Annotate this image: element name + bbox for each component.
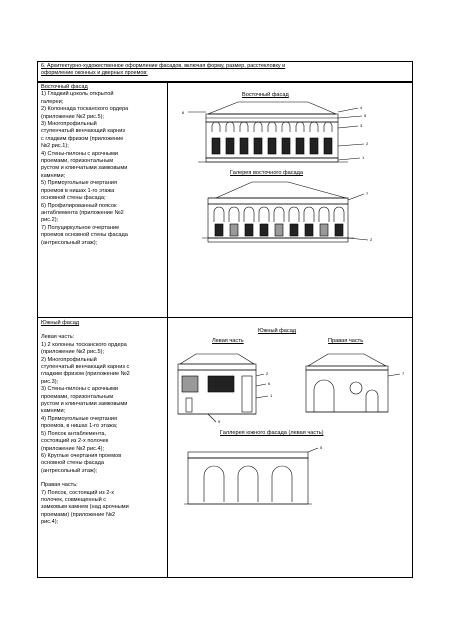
arched-window-upper (254, 122, 262, 132)
east-gallery-title: Галерея восточного фасада (230, 170, 304, 176)
south-left-item-line: 2) Многопрофильный (41, 356, 97, 363)
east-label-1: 1 (362, 155, 365, 160)
east-item-line: антаблемента (приложение №2 (41, 209, 124, 216)
east-item-line: 7) Полуциркульное очертание (41, 224, 120, 231)
south-left-item-line: рустом и клинчатыми замковыми (41, 401, 128, 408)
arched-window-upper (296, 122, 304, 132)
gallery-arch (289, 207, 299, 222)
south-left-item-line: проемами, горизонтальным (41, 393, 114, 400)
east-item-line: с гладким фризом (приложение (41, 135, 124, 142)
window-lower (212, 138, 220, 154)
east-item-line: галереи; (41, 98, 64, 105)
east-facade-row (37, 82, 413, 318)
east-label-3: 3 (360, 123, 363, 128)
east-items (41, 91, 164, 247)
arched-window-upper (226, 122, 234, 132)
east-label-5: 5 (364, 113, 367, 118)
section-heading (38, 62, 412, 82)
east-item-line: основной стены фасада; (41, 195, 106, 202)
south-left-drawing (168, 346, 278, 426)
window-lower (226, 138, 234, 154)
south-left-item-line: 1) 2 колонны тосканского ордера (41, 341, 127, 348)
arched-window-upper (212, 122, 220, 132)
east-item-line: рустом и клинчатыми замковыми (41, 165, 128, 172)
east-gallery-drawing (168, 178, 408, 268)
south-description (38, 318, 168, 577)
arched-window-upper (310, 122, 318, 132)
arched-window-upper (282, 122, 290, 132)
heading-line-2: оформление оконных и дверных проемов: (41, 70, 148, 76)
east-label-4: 4 (360, 105, 363, 110)
gallery-arch (259, 207, 269, 222)
south-gallery-label: 5 (320, 445, 323, 450)
south-label-1: 1 (270, 393, 273, 398)
east-item-line: 3) Многопрофильный (41, 121, 97, 128)
gallery-arch (229, 207, 239, 222)
south-left-item-line: рис.3); (41, 378, 59, 385)
south-left-item-line: (антресольный этаж); (41, 467, 98, 474)
east-item-line: рис.2); (41, 217, 59, 224)
south-left-item-line: 5) Поясок антаблемента, (41, 430, 107, 437)
east-description (38, 82, 168, 317)
table-header (37, 61, 413, 83)
south-gallery-arch (204, 466, 224, 502)
gallery-arch (274, 207, 284, 222)
gallery-window (290, 224, 298, 236)
east-item-line: 5) Прямоугольные очертания (41, 180, 118, 187)
gallery-window (230, 224, 238, 236)
south-left-item-line: камнями; (41, 408, 66, 415)
south-right-item-line: рис.4); (41, 519, 59, 526)
heading-line-1: 6. Архитектурно-художественное оформление фасадов, включая форму, размер, расстекловку и (41, 63, 286, 69)
south-right-label-7: 7 (402, 371, 405, 376)
south-gallery-title: Галлерея южного фасада (левая часть) (220, 430, 324, 436)
window-lower (268, 138, 276, 154)
gallery-arch (334, 207, 344, 222)
window-lower (282, 138, 290, 154)
arched-window-upper (268, 122, 276, 132)
south-left-item-line: (приложение №2 рис.4); (41, 445, 105, 452)
south-left-item-line: 3) Стены-пилоны с арочными (41, 386, 118, 393)
south-left-items (41, 342, 164, 475)
gallery-label-7: 7 (366, 191, 369, 196)
south-right-item-line: 7) Поясок, состоящий из 2-х (41, 489, 115, 496)
south-drawings (168, 318, 412, 577)
east-label-2: 2 (366, 141, 369, 146)
east-item-line: проемами, горизонтальным (41, 158, 114, 165)
east-label-6: 6 (182, 110, 185, 115)
south-drawing-title: Южный фасад (258, 328, 297, 334)
south-gallery-drawing (168, 440, 408, 520)
south-left-item-line: состоящий из 2-х полочек (41, 438, 109, 445)
east-item-line: 6) Профилированный поясок (41, 202, 117, 209)
east-title: Восточный фасад (41, 84, 88, 90)
arched-window-upper (324, 122, 332, 132)
gallery-window (260, 224, 268, 236)
south-title: Южный фасад (41, 320, 80, 326)
south-left-item-line: 6) Круглые очертания проемов (41, 452, 122, 459)
south-left-part-title: Левая часть (212, 338, 244, 344)
gallery-window (275, 224, 283, 236)
east-item-line: №2 рис.1); (41, 143, 69, 150)
east-item-line: 1) Гладкий цоколь открытой (41, 91, 114, 98)
window-lower (310, 138, 318, 154)
east-item-line: камнями; (41, 172, 66, 179)
east-item-line: проемов основной стены фасада (41, 232, 128, 239)
south-right-title: Правая часть: (41, 482, 78, 489)
south-left-item-line: ступенчатый венчающий карниз с (41, 364, 130, 371)
east-item-line: ступенчатый венчающий карниз (41, 128, 125, 135)
south-left-item-line: (приложение №2 рис.5); (41, 349, 105, 356)
south-label-5: 5 (218, 419, 221, 424)
gallery-window (215, 224, 223, 236)
east-item-line: (приложение №2 рис.5); (41, 113, 105, 120)
gallery-arch (319, 207, 329, 222)
window-lower (296, 138, 304, 154)
window-lower (240, 138, 248, 154)
gallery-arch (304, 207, 314, 222)
east-drawings (168, 82, 412, 317)
gallery-arch (244, 207, 254, 222)
south-right-items (41, 490, 164, 527)
south-left-item-line: 4) Прямоугольные очертания (41, 415, 118, 422)
south-facade-row (37, 318, 413, 578)
south-left-title: Левая часть: (41, 334, 75, 341)
south-left-item-line: гладким фризом (приложение №2 (41, 371, 130, 378)
south-right-part-title: Правая часть (328, 338, 364, 344)
south-right-drawing (298, 346, 408, 426)
south-label-6: 6 (268, 381, 271, 386)
south-right-item-line: полочек, совмещенный с (41, 496, 107, 503)
south-right-item-line: замковым камнем (над арочными (41, 504, 129, 511)
south-left-item-line: основной стены фасада (41, 460, 105, 467)
gallery-window (335, 224, 343, 236)
east-item-line: 2) Колоннада тосканского ордера (41, 106, 129, 113)
east-item-line: проемов в нишах 1-го этажа (41, 187, 115, 194)
south-gallery-arch (238, 466, 258, 502)
east-item-line: 4) Стены-пилоны с арочными (41, 150, 118, 157)
south-label-2: 2 (266, 371, 269, 376)
arched-window-upper (240, 122, 248, 132)
window-lower (324, 138, 332, 154)
gallery-window (305, 224, 313, 236)
east-drawing-title: Восточный фасад (242, 92, 289, 98)
south-right-item-line: проемами) (приложение №2 (41, 511, 116, 518)
east-facade-drawing (168, 98, 408, 178)
east-item-line: (антресольный этаж); (41, 239, 98, 246)
window-lower (254, 138, 262, 154)
gallery-label-2: 2 (370, 237, 373, 242)
south-left-item-line: проемов, в нишах 1-го этажа; (41, 423, 118, 430)
gallery-window (245, 224, 253, 236)
south-gallery-arch (272, 466, 292, 502)
gallery-arch (214, 207, 224, 222)
gallery-window (320, 224, 328, 236)
